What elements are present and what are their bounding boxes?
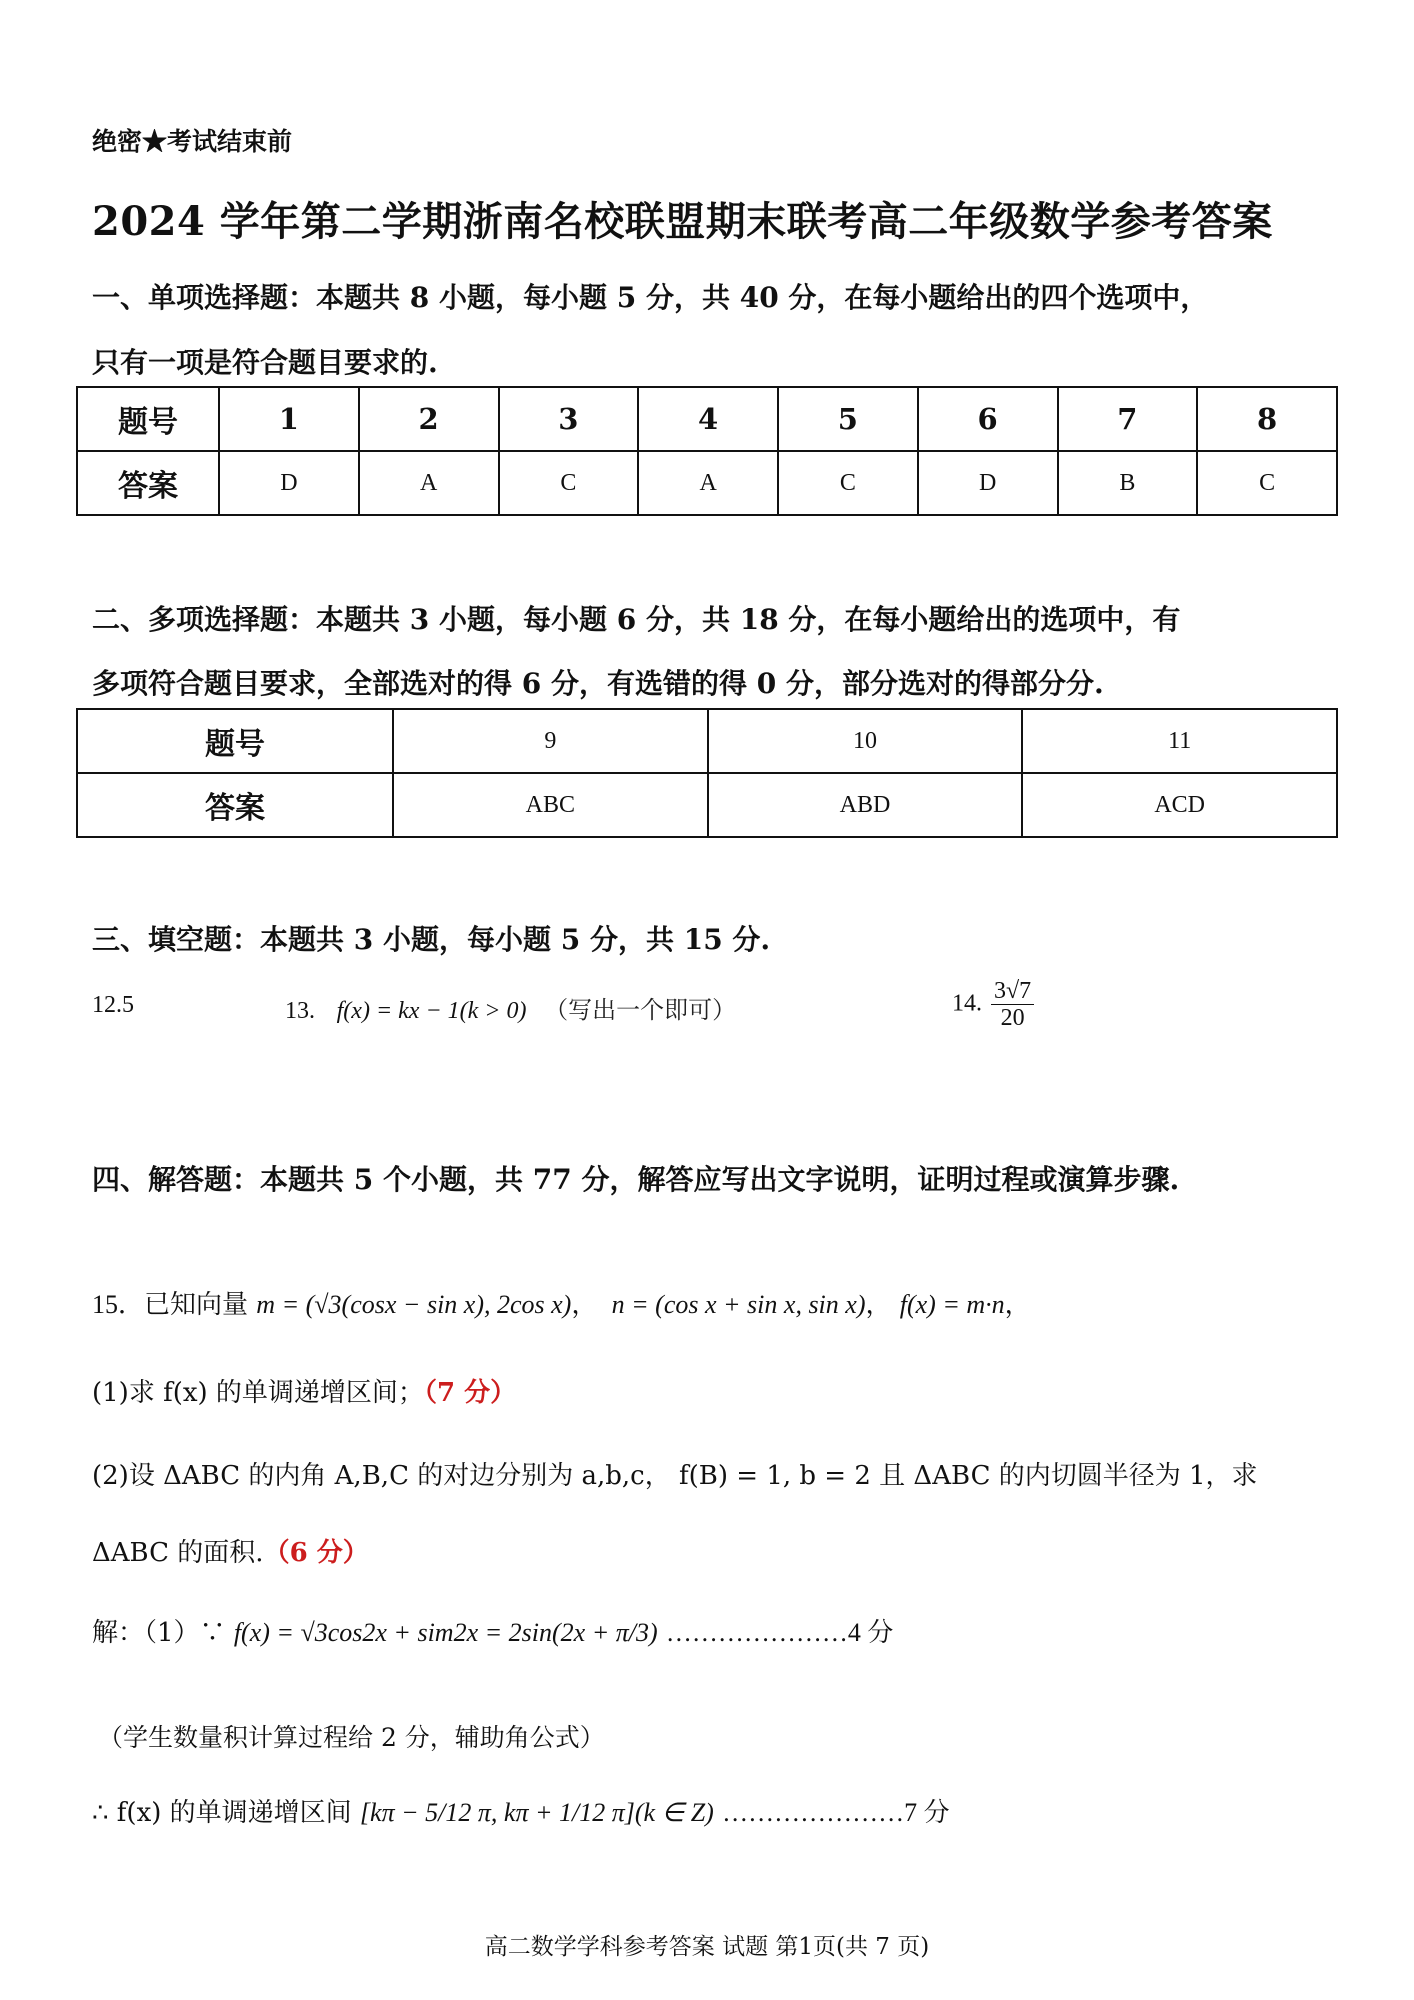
answer-12: 12.5 [92,992,134,1018]
part-2-score: （6 分） [263,1538,369,1568]
table-row [77,773,1337,837]
section1-heading-line1: 一、单项选择题：本题共 8 小题，每小题 5 分，共 40 分，在每小题给出的四个选项中， [92,281,1209,314]
question-number: 8 [1197,387,1337,451]
answer-14-fraction [991,978,1034,1032]
vector-n-definition: n = (cos x + sin x, sin x) [611,1290,866,1319]
question-number: 1 [219,387,359,451]
answer-14-numerator: 3√7 [991,978,1034,1005]
answer-13-expression: f(x) = kx − 1(k > 0) [336,998,527,1024]
row-label-number: 题号 [77,709,393,773]
section1-heading-line2: 只有一项是符合题目要求的. [92,346,438,379]
answer-cell: D [918,451,1058,515]
solution-score-4: …………………4 分 [665,1618,894,1647]
solution-label: 解：（1）∵ [92,1618,226,1648]
answer-cell: A [359,451,499,515]
question-number: 4 [638,387,778,451]
function-f-definition: f(x) = m·n [899,1290,1005,1319]
answer-13-label: 13. [285,998,315,1024]
answer-13-note: （写出一个即可） [544,996,737,1024]
question-number: 6 [918,387,1058,451]
answer-cell: B [1058,451,1198,515]
question-number: 5 [778,387,918,451]
single-choice-answer-table [76,386,1338,516]
solution-interval: [kπ − 5/12 π, kπ + 1/12 π](k ∈ Z) [359,1798,714,1827]
table-row [77,709,1337,773]
answer-cell: A [638,451,778,515]
answer-cell: C [499,451,639,515]
solution-interval-prefix: ∴ f(x) 的单调递增区间 [92,1798,352,1828]
answer-cell: C [1197,451,1337,515]
part-1-score: （7 分） [423,1378,517,1408]
question-15-part-2-line1: (2)设 ΔABC 的内角 A,B,C 的对边分别为 a,b,c， f(B) = 1, b = 2 且 ΔABC 的内切圆半径为 1，求 [92,1461,1258,1491]
answer-cell: C [778,451,918,515]
question-15-intro: 已知向量 [144,1290,249,1320]
section3-heading: 三、填空题：本题共 3 小题，每小题 5 分，共 15 分. [92,923,771,956]
question-15-stem: 15．已知向量 m = (√3(cosx − sin x), 2cos x)， n = (cos x + sin x, sin x)， f(x) = m·n， [92,1290,1031,1320]
question-number: 9 [393,709,708,773]
answer-cell: ABC [393,773,708,837]
section2-heading-line2: 多项符合题目要求，全部选对的得 6 分，有选错的得 0 分，部分选对的得部分分. [92,667,1104,700]
question-15-part-1 [92,1372,516,1409]
question-15-number: 15． [92,1290,145,1319]
question-number: 2 [359,387,499,451]
solution-step-2 [92,1792,950,1829]
part-2-text: ΔABC 的面积. [92,1538,264,1568]
part-1-text: (1)求 f(x) 的单调递增区间； [92,1378,424,1408]
section2-heading-line1: 二、多项选择题：本题共 3 小题，每小题 6 分，共 18 分，在每小题给出的选项中，有 [92,603,1181,636]
table-row [77,451,1337,515]
answer-cell: D [219,451,359,515]
question-number: 3 [499,387,639,451]
question-number: 7 [1058,387,1198,451]
solution-expression: f(x) = √3cos2x + sim2x = 2sin(2x + π/3) [233,1618,658,1647]
answer-cell: ABD [708,773,1023,837]
section4-heading: 四、解答题：本题共 5 个小题，共 77 分，解答应写出文字说明，证明过程或演算步骤. [92,1163,1180,1196]
page-title: 2024 学年第二学期浙南名校联盟期末联考高二年级数学参考答案 [92,198,1273,245]
multiple-choice-answer-table [76,708,1338,838]
solution-note: （学生数量积计算过程给 2 分，辅助角公式） [98,1723,605,1752]
question-number: 10 [708,709,1023,773]
row-label-answer: 答案 [77,451,219,515]
vector-m-definition: m = (√3(cosx − sin x), 2cos x) [256,1290,572,1319]
answer-14-denominator: 20 [1000,1005,1025,1032]
row-label-number: 题号 [77,387,219,451]
answer-cell: ACD [1022,773,1337,837]
answer-14 [952,978,1037,1032]
question-number: 11 [1022,709,1337,773]
answer-13 [285,990,736,1025]
row-label-answer: 答案 [77,773,393,837]
solution-score-7: …………………7 分 [722,1798,950,1827]
question-15-part-2-line2 [92,1532,369,1569]
solution-step-1 [92,1612,893,1649]
answer-14-label: 14. [952,990,982,1017]
table-row [77,387,1337,451]
confidential-label: 绝密★考试结束前 [92,127,293,156]
page-footer: 高二数学学科参考答案 试题 第1页(共 7 页) [484,1934,930,1960]
